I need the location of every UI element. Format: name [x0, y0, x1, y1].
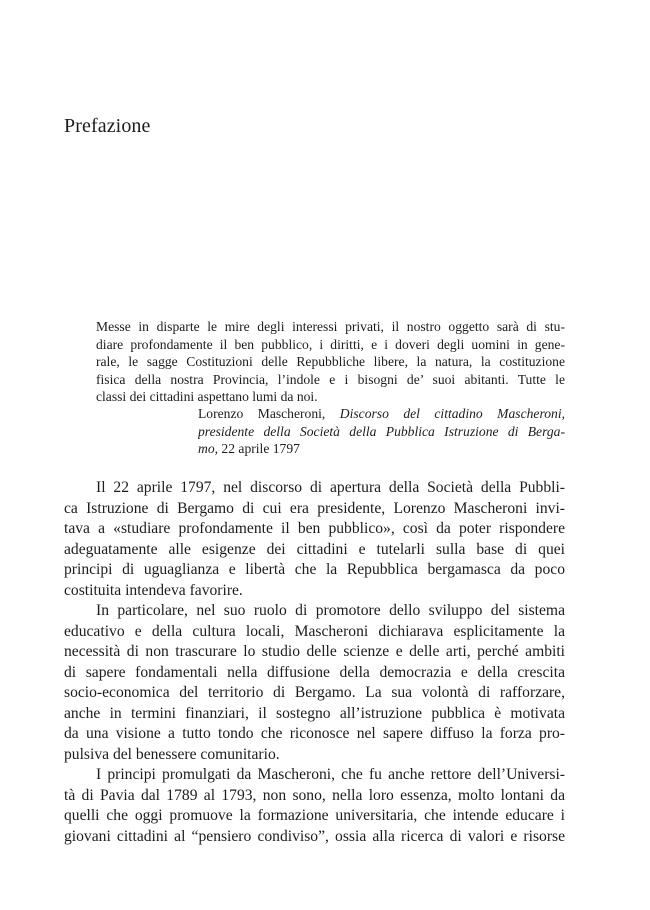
paragraph-line: I principi promulgati da Mascheroni, che fu anche rettore dell’Universi-	[96, 766, 565, 783]
paragraph-line: In particolare, nel suo ruolo di promotore dello sviluppo del sistema	[96, 602, 565, 619]
attribution-work-title: Discorso del cittadino Mascheroni,	[339, 406, 565, 421]
epigraph-line: diare profondamente il ben pubblico, i diritti, e i doveri degli uomini in gene-	[96, 336, 565, 352]
paragraph-line: tà di Pavia dal 1789 al 1793, non sono, nella loro essenza, molto lontani da	[64, 786, 565, 804]
paragraph-line: necessità di non trascurare lo studio delle scienze e delle arti, perché ambiti	[64, 643, 565, 660]
paragraph-line: principi di uguaglianza e libertà che la Repubblica bergamasca da poco	[64, 561, 565, 578]
paragraph-line: Il 22 aprile 1797, nel discorso di apertura della Società della Pubbli-	[96, 479, 565, 496]
epigraph-line: fisica della nostra Provincia, l’indole e i bisogni de’ suoi abitanti. Tutte le	[96, 371, 565, 387]
paragraph-line: pulsiva del benessere comunitario.	[64, 745, 280, 763]
paragraph-line: adeguatamente alle esigenze dei cittadini e tutelarli sulla base di quei	[64, 540, 565, 558]
paragraph-line: di sapere fondamentali nella diffusione della democrazia e della crescita	[64, 663, 565, 681]
attribution-work-title: mo	[198, 441, 215, 456]
attribution-line	[198, 405, 565, 423]
attribution-work-title: presidente della Società della Pubblica Istruzione di Berga-	[198, 423, 565, 439]
paragraph-line: costituita intendeva favorire.	[64, 581, 243, 599]
attribution-date: , 22 aprile 1797	[214, 441, 300, 456]
paragraph-line: da una visione a tutto tondo che riconosce nel sapere diffuso la forza pro-	[64, 725, 565, 742]
epigraph-attribution	[198, 405, 565, 458]
paragraph-line: quelli che oggi promuove la formazione universitaria, che intende educare i	[64, 807, 565, 824]
paragraph-line: ca Istruzione di Bergamo di cui era presidente, Lorenzo Mascheroni invi-	[64, 499, 565, 517]
epigraph-quote	[96, 318, 565, 406]
attribution-line	[198, 440, 565, 458]
attribution-author: Lorenzo Mascheroni,	[198, 406, 340, 421]
paragraph-line: giovani cittadini al “pensiero condiviso”, ossia alla ricerca di valori e risorse	[64, 827, 565, 845]
paragraph-line: tava a «studiare profondamente il ben pubblico», così da poter rispondere	[64, 520, 565, 537]
paragraph-line: anche in termini finanziari, il sostegno all’istruzione pubblica è motivata	[64, 704, 565, 722]
epigraph-line: Messe in disparte le mire degli interessi privati, il nostro oggetto sarà di stu-	[96, 319, 565, 334]
paragraph-line: socio-economica del territorio di Bergamo. La sua volontà di rafforzare,	[64, 684, 565, 701]
chapter-title: Prefazione	[64, 115, 151, 137]
attribution-line	[198, 423, 565, 441]
epigraph-line: rale, le sagge Costituzioni delle Repubbliche libere, la natura, la costituzione	[96, 354, 565, 369]
paragraph-line: educativo e della cultura locali, Mascheroni dichiarava esplicitamente la	[64, 622, 565, 640]
epigraph-line: classi dei cittadini aspettano lumi da noi.	[96, 389, 318, 404]
body-text	[64, 478, 565, 847]
